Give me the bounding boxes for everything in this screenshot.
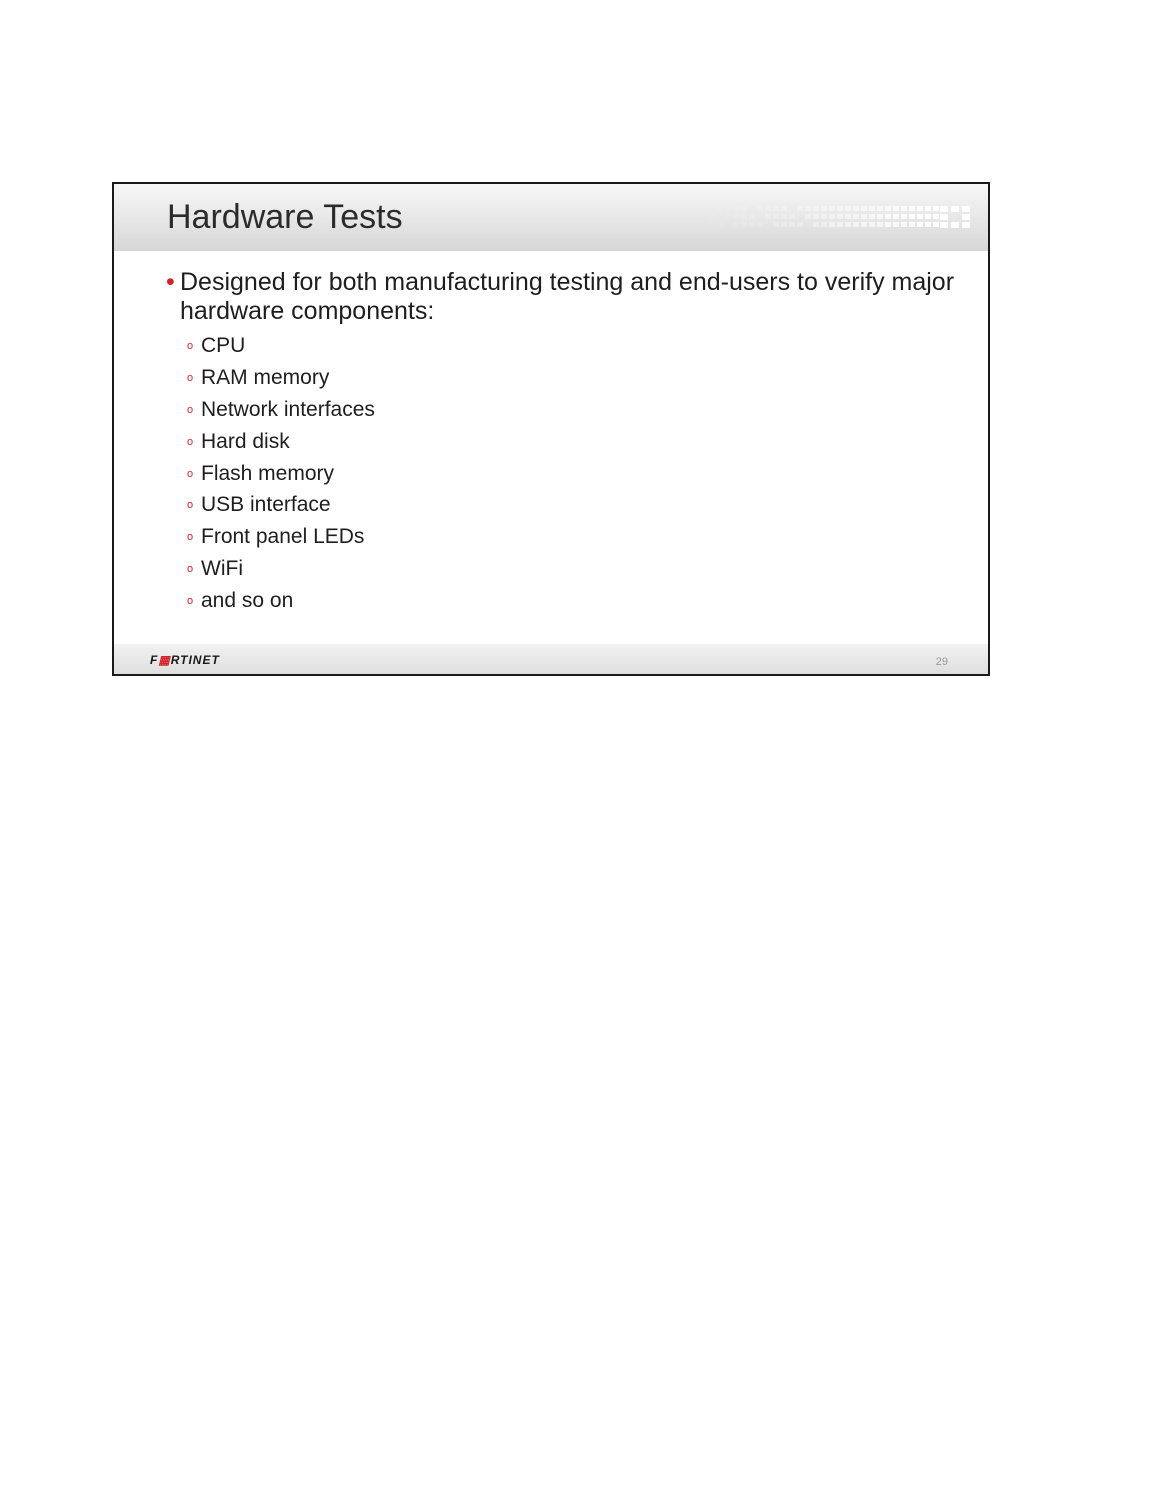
- pattern-cell: [845, 206, 851, 211]
- pattern-cell: [757, 222, 763, 227]
- pattern-cell: [901, 206, 907, 211]
- pattern-cell: [829, 214, 835, 219]
- sub-bullet-item: [187, 458, 375, 490]
- pattern-cell: [725, 206, 731, 211]
- pattern-cell: [837, 222, 843, 227]
- sub-bullet-text: Network interfaces: [201, 397, 375, 421]
- pattern-cell: [693, 206, 699, 211]
- pattern-cell: [893, 206, 899, 211]
- sub-bullet-marker: o: [187, 499, 194, 512]
- pattern-cell: [845, 222, 851, 227]
- pattern-cell: [741, 214, 747, 219]
- pattern-cell: [861, 214, 867, 219]
- pattern-cell: [821, 206, 827, 211]
- pattern-cell: [693, 214, 699, 219]
- sub-bullet-item: [187, 330, 375, 362]
- pattern-cell: [853, 222, 859, 227]
- sub-bullet-item: [187, 426, 375, 458]
- pattern-cell: [789, 214, 795, 219]
- sub-bullet-item: [187, 553, 375, 585]
- pattern-cell: [845, 214, 851, 219]
- pattern-cell: [813, 222, 819, 227]
- pattern-cell: [885, 206, 891, 211]
- pattern-cell: [709, 214, 715, 219]
- pattern-cell: [685, 206, 691, 211]
- pattern-cell: [925, 214, 931, 219]
- slide-title: Hardware Tests: [167, 198, 403, 236]
- pattern-cell: [749, 214, 755, 219]
- main-bullet-text: Designed for both manufacturing testing and end-users to verify major hardware components:: [180, 268, 955, 325]
- pattern-cell: [917, 222, 923, 227]
- sub-bullet-item: [187, 394, 375, 426]
- sub-bullet-text: Front panel LEDs: [201, 525, 365, 549]
- pattern-cell: [701, 206, 707, 211]
- pattern-cell: [741, 206, 747, 211]
- pattern-cell: [877, 206, 883, 211]
- sub-bullet-text: RAM memory: [201, 365, 330, 389]
- pattern-cell: [773, 222, 779, 227]
- pattern-cell: [933, 214, 939, 219]
- pattern-cell: [781, 206, 787, 211]
- sub-bullet-text: CPU: [201, 334, 246, 357]
- pattern-cell: [869, 222, 875, 227]
- logo-o-mark-icon: ▦: [158, 653, 171, 667]
- sub-bullet-item: [187, 585, 375, 617]
- logo-suffix: RTINET: [170, 653, 220, 667]
- pattern-cell: [877, 214, 883, 219]
- pattern-cell: [917, 214, 923, 219]
- pattern-cell: [829, 206, 835, 211]
- pattern-cell: [853, 214, 859, 219]
- sub-bullet-text: Flash memory: [201, 461, 335, 485]
- pattern-cell: [701, 214, 707, 219]
- pattern-cell: [861, 222, 867, 227]
- pattern-cell: [693, 222, 699, 227]
- pattern-cell: [885, 222, 891, 227]
- pattern-cell: [741, 222, 747, 227]
- slide-footer: [114, 644, 988, 674]
- pattern-cell: [773, 206, 779, 211]
- sub-bullet-marker: o: [187, 371, 194, 384]
- main-bullet: [166, 268, 956, 326]
- sub-bullet-list: [187, 330, 375, 617]
- pattern-cell: [725, 214, 731, 219]
- page-number: 29: [935, 656, 948, 668]
- sub-bullet-marker: o: [187, 435, 194, 448]
- pattern-cell: [821, 214, 827, 219]
- pattern-cell: [797, 206, 803, 211]
- pattern-cell: [893, 222, 899, 227]
- pattern-cell: [765, 206, 771, 211]
- sub-bullet-item: [187, 521, 375, 553]
- pattern-cell: [925, 206, 931, 211]
- pattern-cell: [885, 214, 891, 219]
- pattern-cell: [869, 206, 875, 211]
- sub-bullet-item: [187, 489, 375, 521]
- pattern-cell: [909, 214, 915, 219]
- sub-bullet-marker: o: [187, 595, 194, 608]
- pattern-cell: [717, 206, 723, 211]
- pattern-cell: [685, 214, 691, 219]
- pattern-cell: [917, 206, 923, 211]
- sub-bullet-text: WiFi: [201, 557, 243, 581]
- pattern-cell: [925, 222, 931, 227]
- pattern-cell: [781, 222, 787, 227]
- pattern-cell: [717, 222, 723, 227]
- pattern-cell: [829, 222, 835, 227]
- pattern-cell: [893, 214, 899, 219]
- pattern-cell: [805, 206, 811, 211]
- pattern-cell: [933, 222, 939, 227]
- fortinet-logo: [150, 653, 220, 667]
- pattern-cell: [773, 214, 779, 219]
- sub-bullet-marker: o: [187, 563, 194, 576]
- sub-bullet-marker: o: [187, 403, 194, 416]
- pattern-cell: [749, 222, 755, 227]
- pattern-cell: [853, 206, 859, 211]
- pattern-cell: [813, 206, 819, 211]
- sub-bullet-text: and so on: [201, 589, 294, 613]
- fortinet-grid-icon: [940, 206, 970, 228]
- pattern-cell: [757, 206, 763, 211]
- pattern-cell: [765, 214, 771, 219]
- bullet-marker: •: [166, 268, 175, 296]
- pattern-cell: [781, 214, 787, 219]
- pattern-cell: [909, 206, 915, 211]
- pattern-cell: [821, 222, 827, 227]
- slide-header: [114, 184, 988, 251]
- pattern-cell: [861, 206, 867, 211]
- sub-bullet-marker: o: [187, 531, 194, 544]
- pattern-cell: [901, 222, 907, 227]
- dotted-grid-pattern: [669, 206, 939, 228]
- pattern-cell: [877, 222, 883, 227]
- pattern-cell: [901, 214, 907, 219]
- slide: [112, 182, 990, 676]
- pattern-cell: [789, 222, 795, 227]
- sub-bullet-item: [187, 362, 375, 394]
- sub-bullet-marker: o: [187, 467, 194, 480]
- pattern-cell: [797, 222, 803, 227]
- sub-bullet-marker: o: [187, 340, 194, 352]
- pattern-cell: [909, 222, 915, 227]
- pattern-cell: [933, 206, 939, 211]
- pattern-cell: [813, 214, 819, 219]
- sub-bullet-text: Hard disk: [201, 429, 290, 453]
- logo-prefix: F: [150, 653, 159, 667]
- pattern-cell: [869, 214, 875, 219]
- pattern-cell: [733, 206, 739, 211]
- pattern-cell: [709, 222, 715, 227]
- pattern-cell: [733, 222, 739, 227]
- pattern-cell: [837, 214, 843, 219]
- pattern-cell: [733, 214, 739, 219]
- pattern-cell: [837, 206, 843, 211]
- sub-bullet-text: USB interface: [201, 493, 331, 517]
- pattern-cell: [805, 214, 811, 219]
- pattern-cell: [701, 222, 707, 227]
